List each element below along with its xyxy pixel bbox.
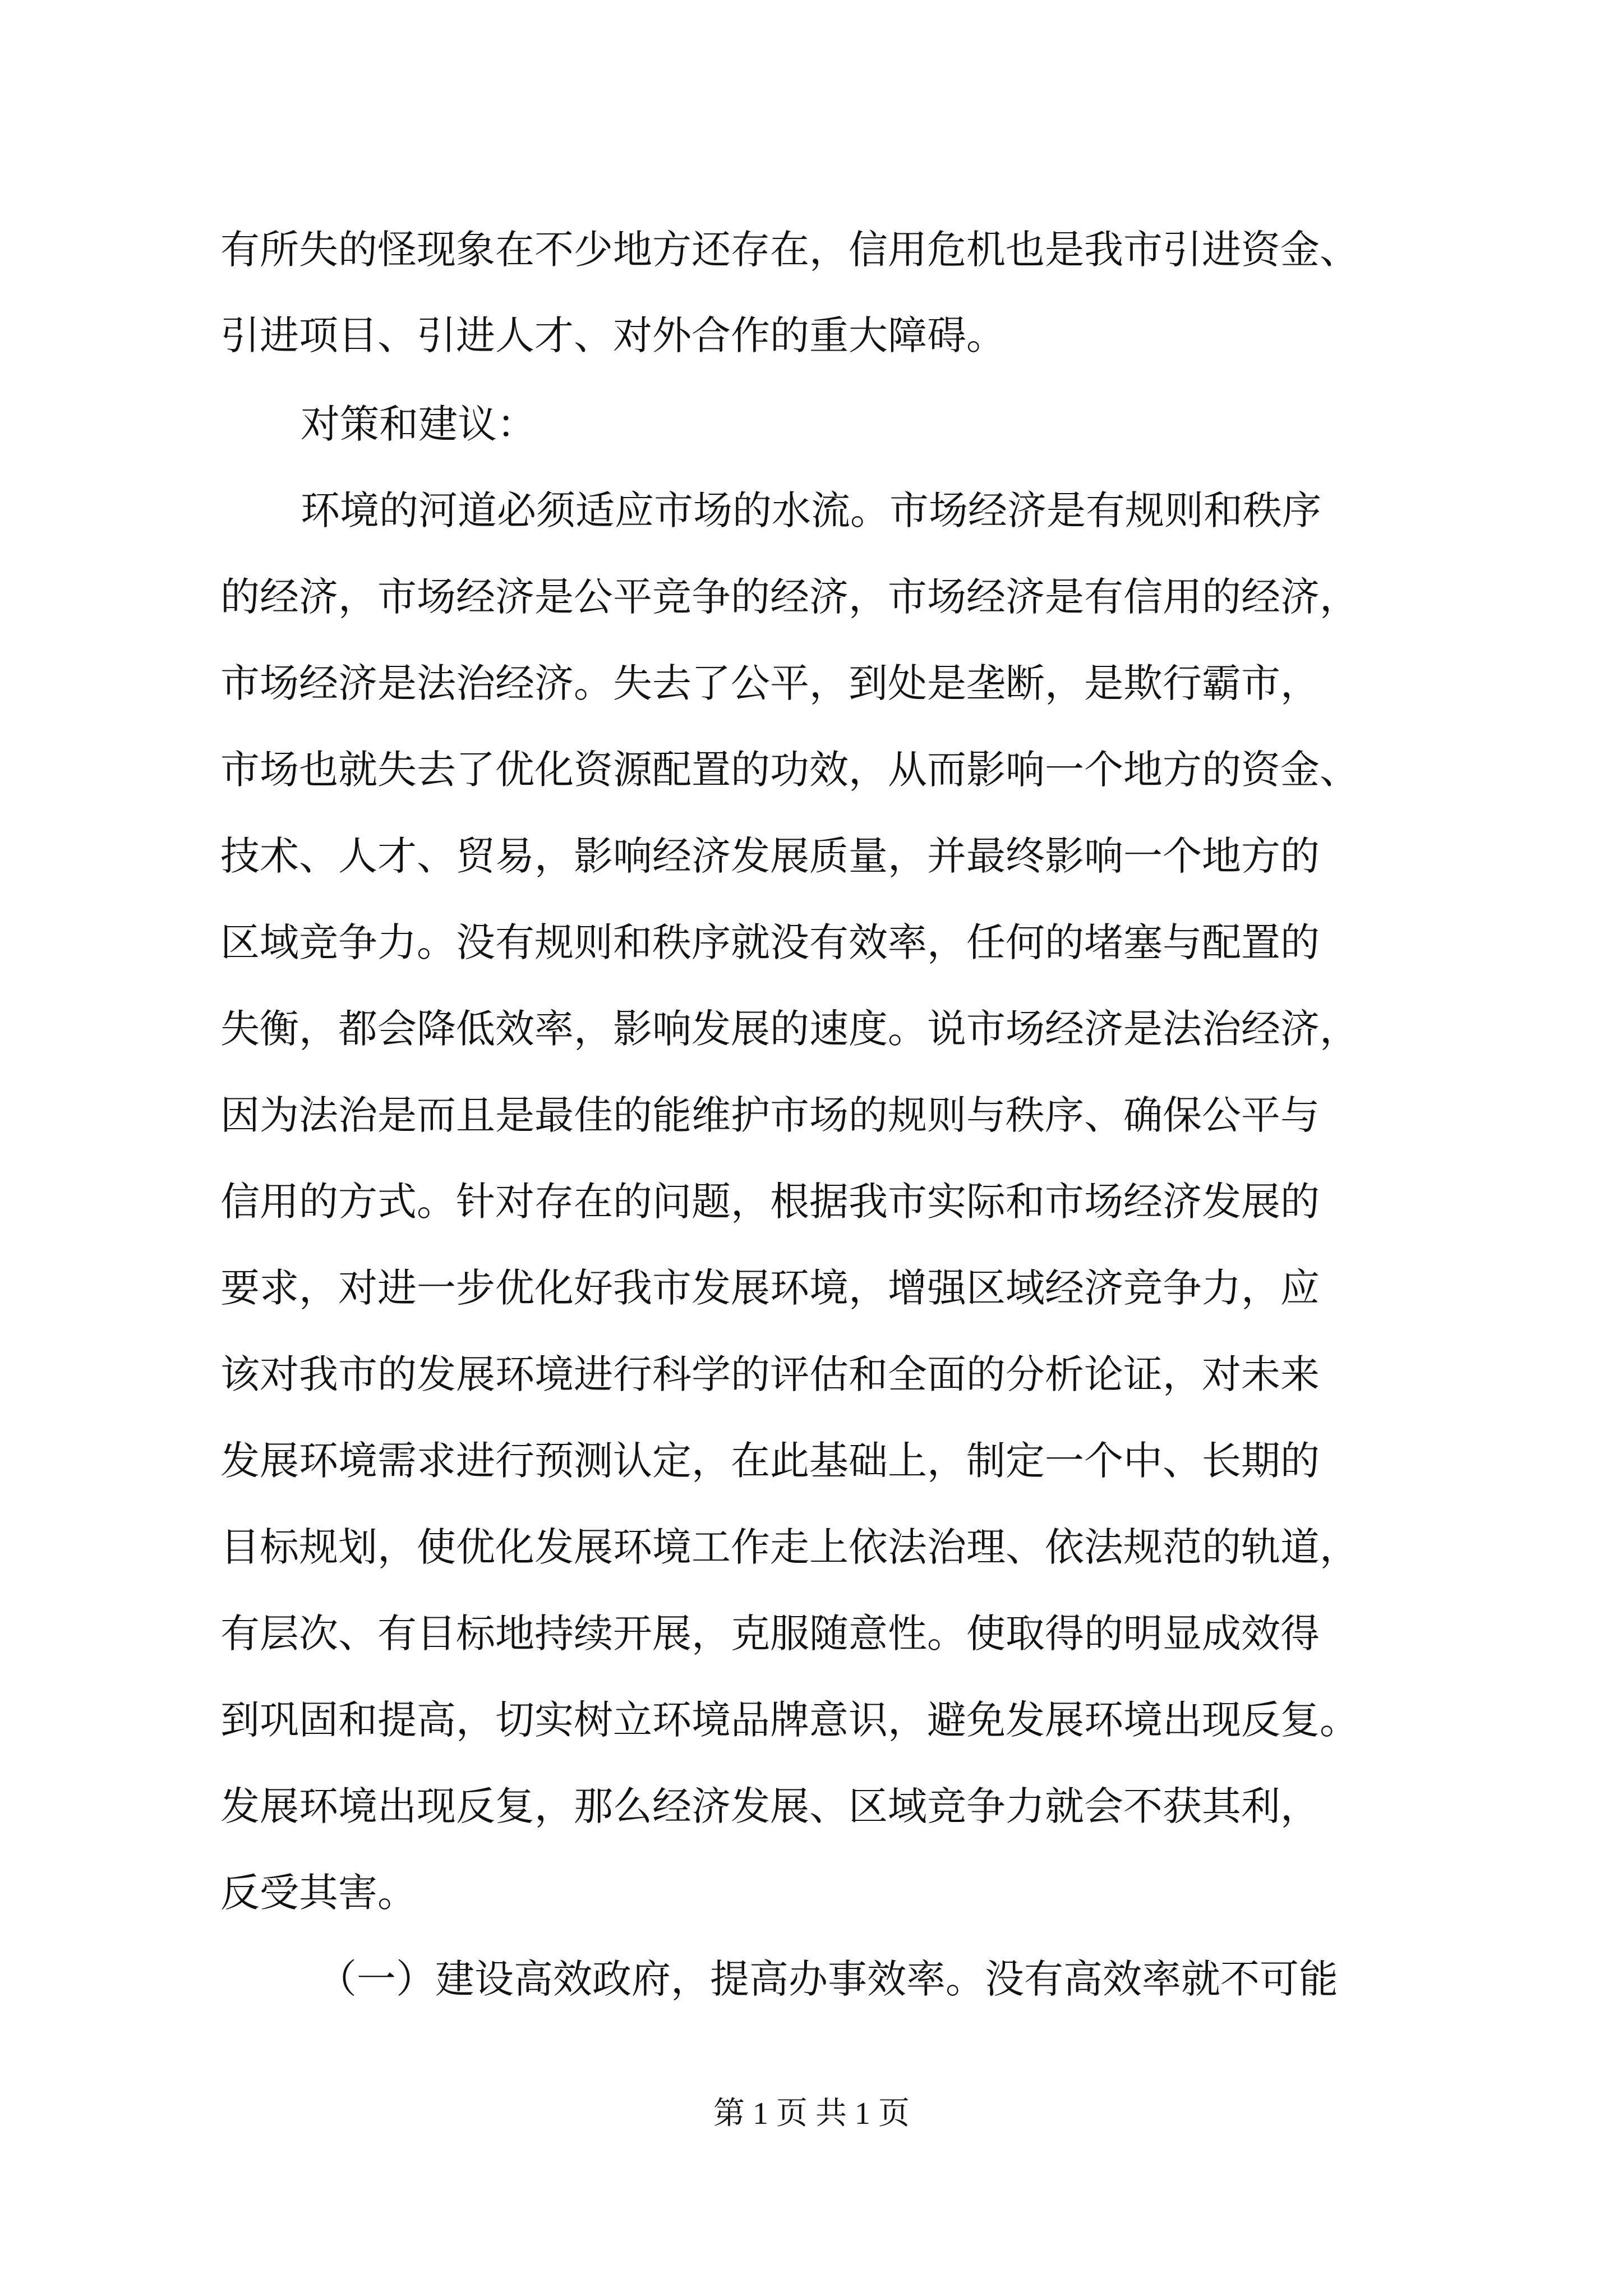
body-line: 信用的方式。针对存在的问题，根据我市实际和市场经济发展的 <box>220 1179 1320 1225</box>
section-heading: 对策和建议： <box>301 401 536 447</box>
body-line: 技术、人才、贸易，影响经济发展质量，并最终影响一个地方的 <box>220 833 1320 879</box>
body-line: 要求，对进一步优化好我市发展环境，增强区域经济竞争力，应 <box>220 1265 1320 1311</box>
body-line: 的经济，市场经济是公平竞争的经济，市场经济是有信用的经济， <box>220 574 1359 620</box>
body-line: 反受其害。 <box>220 1870 417 1916</box>
body-line: 有层次、有目标地持续开展，克服随意性。使取得的明显成效得 <box>220 1611 1320 1657</box>
body-line: 该对我市的发展环境进行科学的评估和全面的分析论证，对未来 <box>220 1351 1320 1397</box>
body-line: 失衡，都会降低效率，影响发展的速度。说市场经济是法治经济， <box>220 1006 1359 1052</box>
body-line: 市场经济是法治经济。失去了公平，到处是垄断，是欺行霸市， <box>220 660 1320 706</box>
body-line: 区域竞争力。没有规则和秩序就没有效率，任何的堵塞与配置的 <box>220 919 1320 965</box>
body-line: 目标规划，使优化发展环境工作走上依法治理、依法规范的轨道， <box>220 1524 1359 1570</box>
body-line: 发展环境出现反复，那么经济发展、区域竞争力就会不获其利， <box>220 1783 1320 1829</box>
body-line: 环境的河道必须适应市场的水流。市场经济是有规则和秩序 <box>301 487 1321 533</box>
body-line: 有所失的怪现象在不少地方还存在，信用危机也是我市引进资金、 <box>220 227 1359 273</box>
body-line: 发展环境需求进行预测认定，在此基础上，制定一个中、长期的 <box>220 1438 1320 1484</box>
body-line: 因为法治是而且是最佳的能维护市场的规则与秩序、确保公平与 <box>220 1092 1320 1138</box>
body-line: 引进项目、引进人才、对外合作的重大障碍。 <box>220 312 1006 358</box>
subsection-line: （一）建设高效政府，提高办事效率。没有高效率就不可能 <box>317 1956 1338 2002</box>
page-footer: 第 1 页 共 1 页 <box>713 2096 910 2131</box>
body-line: 市场也就失去了优化资源配置的功效，从而影响一个地方的资金、 <box>220 747 1359 793</box>
body-line: 到巩固和提高，切实树立环境品牌意识，避免发展环境出现反复。 <box>220 1697 1359 1743</box>
